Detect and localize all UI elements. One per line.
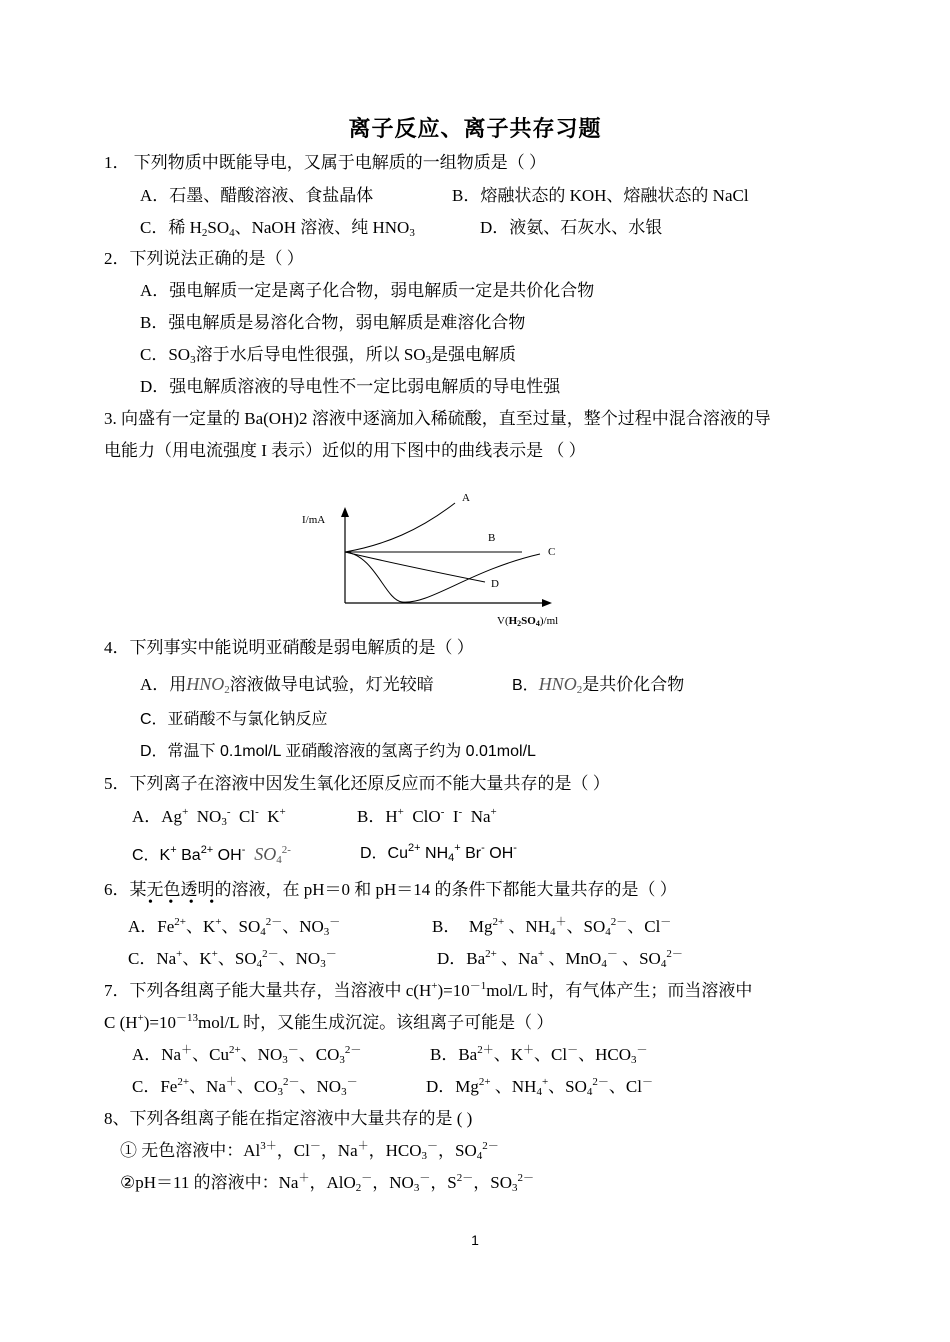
chart-curve-a [345, 503, 455, 552]
chart-label-c: C [548, 546, 556, 558]
q7-option-a: A．Na＋、$Cu^{2+}$、$NO_3^-$、$CO_3^{2-}$ [132, 1044, 362, 1066]
chart-x-label: V(H2SO4)/ml [497, 615, 559, 628]
q5-option-d: D．$Cu^{2+}$ $NH_4^+$ Br- OH- [360, 842, 517, 864]
q4-option-a: A．用$HNO_2$溶液做导电试验，灯光较暗 [140, 674, 434, 696]
q7-option-c: C．$Fe^{2+}$、Na＋、$CO_3^{2-}$、$NO_3^-$ [132, 1076, 358, 1098]
q8-item-2: ②pH＝11 的溶液中：Na＋，AlO$_2$－，$NO_3^-$，$S^{2-}$，$SO_3^{2-}$ [120, 1172, 535, 1194]
q1-option-d: D．液氨、石灰水、水银 [480, 218, 663, 237]
q6-stem: 6．某无色透明的溶液，在 pH＝0 和 pH＝14 的条件下都能大量共存的是（ ） [104, 880, 677, 899]
chart-label-a: A [462, 492, 470, 504]
q2-option-a: A．强电解质一定是离子化合物，弱电解质一定是共价化合物 [140, 281, 595, 300]
chart-label-d: D [491, 578, 499, 590]
q6-option-d: D．$Ba^{2+}$ 、Na+ 、MnO$_4$－ 、$SO_4^{2-}$ [437, 948, 683, 970]
chart-x-arrow [542, 599, 552, 607]
q1-stem: 1． 下列物质中既能导电，又属于电解质的一组物质是（ ） [104, 153, 546, 172]
chart-curve-d [345, 552, 485, 582]
q3-line2: 电能力（用电流强度 I 表示）近似的用下图中的曲线表示是 （ ） [104, 441, 586, 460]
q3-line1: 3. 向盛有一定量的 Ba(OH)2 溶液中逐滴加入稀硫酸，直至过量，整个过程中混合溶液的导 [104, 409, 771, 428]
q6-option-c: C．Na+、K+、$SO_4^{2-}$、$NO_3^-$ [128, 948, 337, 970]
q7-line2: C $(H^+)=10^{-13}mol/L$ 时，又能生成沉淀。该组离子可能是（ ） [104, 1012, 554, 1032]
q5-option-b: B．H+ ClO- I- Na+ [357, 806, 497, 826]
page-number: 1 [471, 1232, 479, 1248]
q7-line1: 7．下列各组离子能大量共存，当溶液中 $c(H^+)=10^{-1}mol/L$ 时，有气体产生；而当溶液中 [104, 980, 753, 1000]
q4-option-c: C．亚硝酸不与氯化钠反应 [140, 711, 328, 728]
q4-option-d: D．常温下 0.1mol/L 亚硝酸溶液的氢离子约为 0.01mol/L [140, 743, 536, 760]
q1-option-a: A．石墨、醋酸溶液、食盐晶体 [140, 186, 374, 205]
q6-emphasis-dots: • • • • [148, 895, 221, 910]
page-title: 离子反应、离子共存习题 [348, 116, 602, 141]
q5-option-c: C．K+ $Ba^{2+}$ OH- $SO_4^{2-}$ [132, 844, 291, 866]
q1-option-b: B．熔融状态的 KOH、熔融状态的 NaCl [452, 186, 749, 205]
q7-option-b: B．$Ba^{2+}$、K＋、Cl－、$HCO_3^-$ [430, 1044, 648, 1066]
q4-option-b: B．$HNO_2$是共价化合物 [512, 674, 685, 696]
q7-option-d: D．$Mg^{2+}$ 、$NH_4^+$、$SO_4^{2-}$、Cl－ [426, 1076, 653, 1098]
q5-option-a: A．Ag+ $NO_3^-$ Cl- K+ [132, 806, 286, 828]
q8-stem: 8、下列各组离子能在指定溶液中大量共存的是 ( ) [104, 1109, 473, 1128]
q2-stem: 2．下列说法正确的是（ ） [104, 249, 304, 268]
q6-option-b: B． $Mg^{2+}$ 、$NH_4^+$、$SO_4^{2-}$、Cl－ [432, 916, 672, 938]
q8-item-1: ① 无色溶液中：$Al^{3+}$，Cl－，Na＋，$HCO_3^-$，$SO_4^{2-}$ [120, 1140, 499, 1162]
chart-curve-c [345, 552, 540, 602]
chart-y-label: I/mA [302, 514, 326, 526]
q5-stem: 5．下列离子在溶液中因发生氧化还原反应而不能大量共存的是（ ） [104, 774, 610, 793]
q2-option-d: D．强电解质溶液的导电性不一定比弱电解质的导电性强 [140, 377, 561, 396]
q3-conductivity-chart [290, 485, 610, 630]
q4-stem: 4．下列事实中能说明亚硝酸是弱电解质的是（ ） [104, 638, 474, 657]
chart-label-b: B [488, 532, 496, 544]
q6-option-a: A．$Fe^{2+}$、K+、$SO_4^{2-}$、$NO_3^-$ [128, 916, 341, 938]
q1-option-c: C．稀 $H_2SO_4$、NaOH 溶液、纯 $HNO_3$ [140, 218, 415, 239]
q2-option-b: B．强电解质是易溶化合物，弱电解质是难溶化合物 [140, 313, 526, 332]
chart-y-arrow [341, 507, 349, 517]
q2-option-c: C．$SO_3$溶于水后导电性很强，所以 $SO_3$是强电解质 [140, 345, 517, 366]
